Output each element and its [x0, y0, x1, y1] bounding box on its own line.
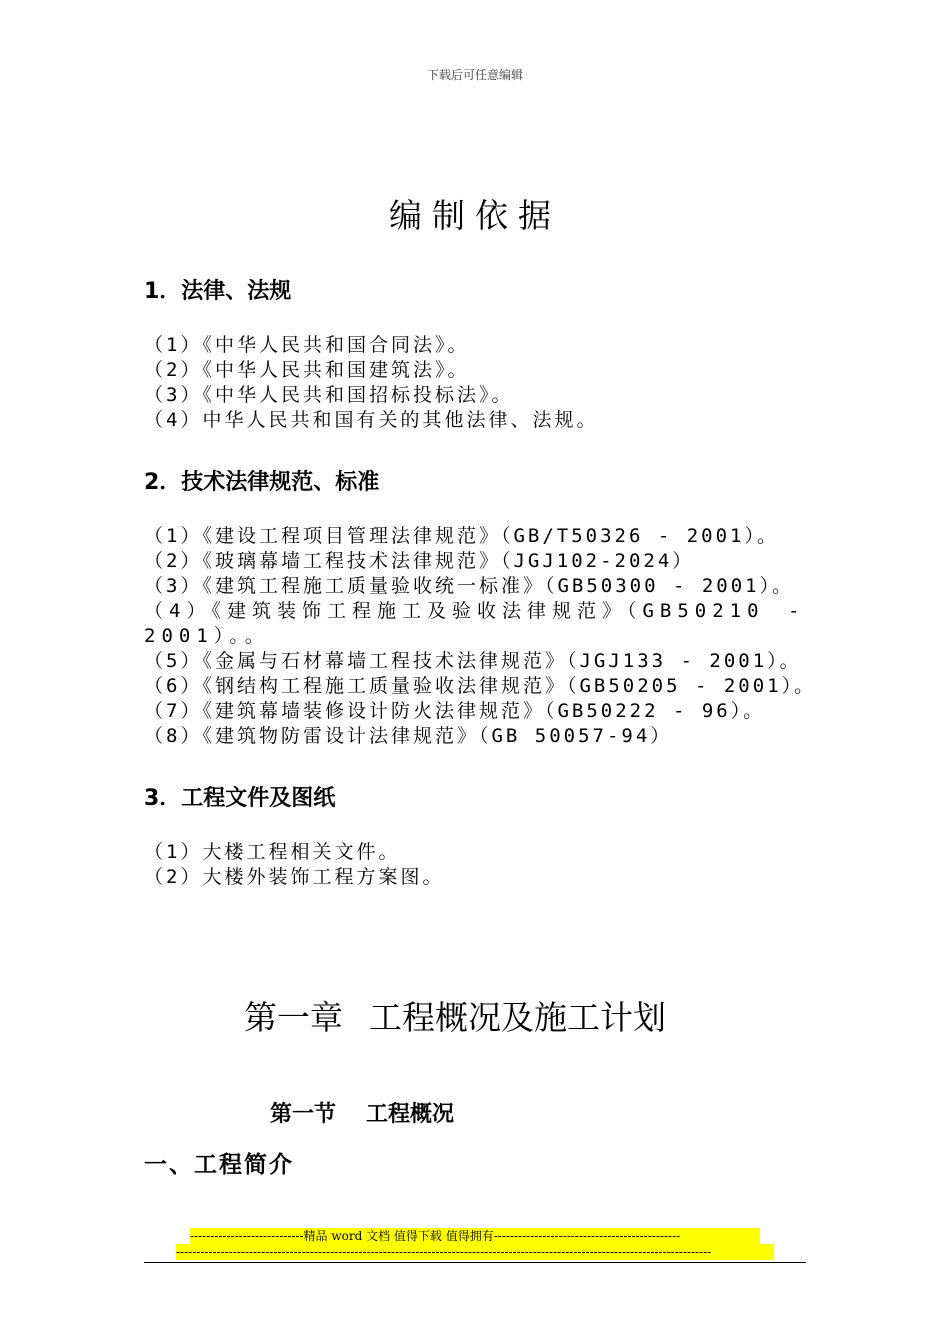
list-item: （2）《中华人民共和国建筑法》。: [144, 359, 470, 381]
footer-banner-line: ------------------------------------------------------------------------------------------------------------------------------------: [176, 1244, 774, 1260]
section-name: 工程概况: [366, 1102, 455, 1127]
list-item: （1）大楼工程相关文件。: [144, 841, 401, 863]
footer-banner: [176, 1228, 774, 1260]
list-item: （1）《中华人民共和国合同法》。: [144, 334, 470, 356]
documents-list: [144, 840, 809, 890]
list-item: （3）《建筑工程施工质量验收统一标准》（GB50300 - 2001）。: [144, 575, 795, 597]
main-title: 编制依据: [389, 196, 561, 235]
list-item: （1）《建设工程项目管理法律规范》（GB/T50326 - 2001）。: [144, 525, 779, 547]
list-item: （7）《建筑幕墙装修设计防火法律规范》（GB50222 - 96）。: [144, 700, 766, 722]
list-item: （2）《玻璃幕墙工程技术法律规范》（JGJ102-2024）: [144, 550, 695, 572]
list-item: （8）《建筑物防雷设计法律规范》（GB 50057-94）: [144, 725, 673, 747]
chapter-number: 第一章: [244, 998, 343, 1037]
section-heading-laws: 1．法律、法规: [144, 279, 292, 304]
list-item: （3）《中华人民共和国招标投标法》。: [144, 384, 514, 406]
list-item: （2）大楼外装饰工程方案图。: [144, 866, 445, 888]
footer-banner-line: ----------------------------精品 word 文档 值得下载 值得拥有----------------------------------------------: [190, 1228, 760, 1244]
list-item: （6）《钢结构工程施工质量验收法律规范》（GB50205 - 2001）。: [144, 675, 817, 697]
header-note: 下载后可任意编辑: [426, 68, 523, 82]
list-item: （4）《建筑装饰工程施工及验收法律规范》（GB50210 - 2001）。。: [144, 600, 806, 647]
law-list: [144, 333, 809, 433]
chapter-title: [0, 992, 910, 1039]
section-number: 第一节: [270, 1102, 337, 1127]
section-heading-documents: 3．工程文件及图纸: [144, 786, 336, 811]
footer-divider: [144, 1262, 806, 1263]
standards-list: [144, 524, 817, 749]
list-item: （5）《金属与石材幕墙工程技术法律规范》（JGJ133 - 2001）。: [144, 650, 802, 672]
chapter-name: 工程概况及施工计划: [369, 998, 666, 1037]
section-title: [270, 1097, 454, 1128]
list-item: （4）中华人民共和国有关的其他法律、法规。: [144, 409, 599, 431]
sub-heading: 一、工程简介: [144, 1152, 294, 1178]
section-heading-standards: 2．技术法律规范、标准: [144, 470, 380, 495]
